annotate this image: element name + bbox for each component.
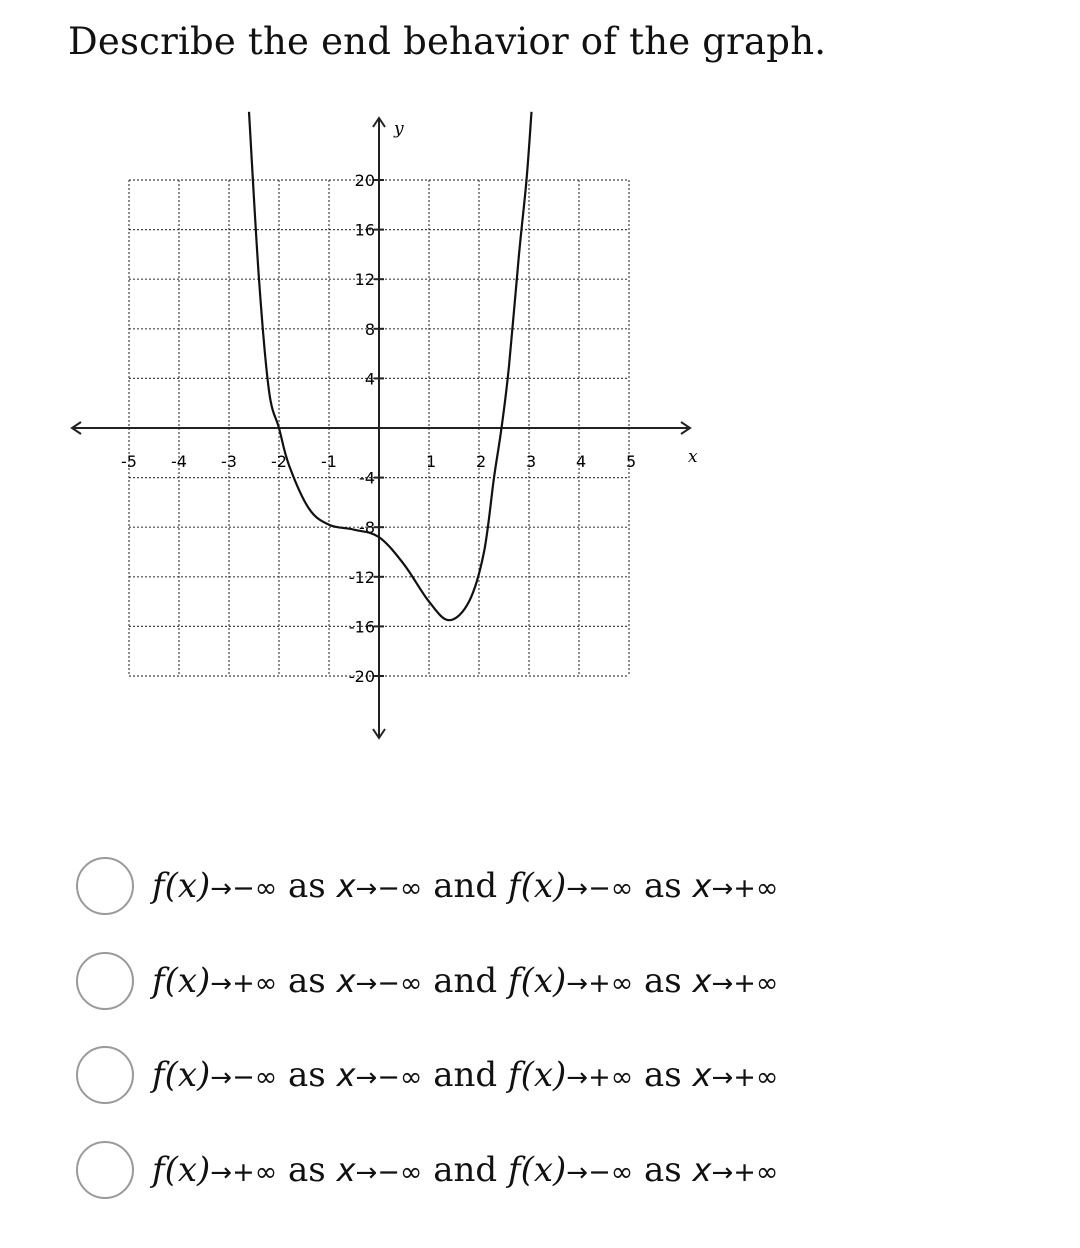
option-part: → [711,969,734,999]
option-part: → [711,874,734,904]
option-part: +∞ [232,1157,278,1188]
radio-button[interactable] [76,857,134,915]
option-part: f(x) [507,1150,567,1190]
option-part: → [210,874,233,904]
option-part: → [355,1158,378,1188]
x-tick-label: 4 [576,452,587,471]
y-tick-label: -16 [348,617,375,637]
option-part: f(x) [507,866,567,906]
x-tick-label: -4 [171,452,187,471]
y-tick-label: -12 [348,567,375,587]
option-part: x [692,1056,712,1094]
option-part: as [288,1055,326,1095]
option-part: x [336,1151,356,1189]
x-tick-label: -2 [271,452,287,471]
option-part: +∞ [733,968,779,999]
option-part: and [433,866,498,906]
answer-option-2[interactable] [76,950,996,1012]
option-part: x [692,1151,712,1189]
option-part: → [355,969,378,999]
option-part: −∞ [588,1157,634,1188]
function-curve [249,112,532,620]
option-part: f(x) [152,1150,211,1190]
option-part: → [210,1158,233,1188]
answer-option-3[interactable] [76,1044,996,1106]
x-tick-label: 3 [526,452,537,471]
option-part: as [644,866,682,906]
y-axis-label: y [394,119,404,139]
option-part: −∞ [588,873,634,904]
option-part: +∞ [232,968,278,999]
option-part: → [566,874,589,904]
option-part: → [355,1063,378,1093]
y-tick-label: 12 [354,270,375,290]
x-axis-label: x [688,447,698,467]
option-part: → [210,1063,233,1093]
x-tick-label: -1 [321,452,337,471]
question-text: Describe the end behavior of the graph. [68,20,827,63]
radio-button[interactable] [76,952,134,1010]
y-tick-label: 16 [354,220,375,240]
x-tick-label: 2 [476,452,487,471]
option-part: → [566,969,589,999]
option-part: x [692,867,712,905]
option-part: as [288,1150,326,1190]
option-part: as [644,961,682,1001]
option-part: +∞ [588,968,634,999]
option-part: as [644,1150,682,1190]
radio-button[interactable] [76,1046,134,1104]
option-part: as [644,1055,682,1095]
option-part: −∞ [377,1062,423,1093]
option-part: → [711,1158,734,1188]
option-part: +∞ [733,1062,779,1093]
option-part: → [711,1063,734,1093]
option-part: as [288,866,326,906]
option-part: f(x) [507,1055,567,1095]
option-part: → [566,1063,589,1093]
option-part: x [336,962,356,1000]
y-tick-label: 8 [364,319,375,339]
option-part: −∞ [377,873,423,904]
y-tick-label: -20 [348,667,375,686]
option-part: −∞ [232,873,278,904]
option-part: f(x) [507,961,567,1001]
y-tick-label: -4 [359,468,375,488]
option-part: f(x) [152,961,211,1001]
option-label[interactable] [152,1055,778,1095]
option-label[interactable] [152,1150,778,1190]
option-part: and [433,1150,498,1190]
x-tick-label: 5 [626,452,637,471]
option-part: x [336,1056,356,1094]
x-tick-label: -3 [221,452,237,471]
option-part: f(x) [152,1055,211,1095]
option-part: as [288,961,326,1001]
option-label[interactable] [152,961,778,1001]
option-part: +∞ [733,873,779,904]
option-part: → [355,874,378,904]
y-tick-label: -8 [359,518,375,538]
option-part: +∞ [588,1062,634,1093]
option-part: → [210,969,233,999]
option-part: −∞ [377,968,423,999]
radio-button[interactable] [76,1141,134,1199]
option-part: −∞ [232,1062,278,1093]
graph-axes [72,118,690,738]
x-tick-label: -5 [121,452,137,471]
option-part: −∞ [377,1157,423,1188]
answer-option-1[interactable] [76,855,996,917]
option-part: → [566,1158,589,1188]
option-part: x [692,962,712,1000]
option-part: and [433,961,498,1001]
option-part: and [433,1055,498,1095]
option-part: f(x) [152,866,211,906]
y-tick-label: 20 [354,171,375,190]
y-tick-label: 4 [364,369,375,389]
option-label[interactable] [152,866,778,906]
option-part: +∞ [733,1157,779,1188]
answer-option-4[interactable] [76,1139,996,1201]
option-part: x [336,867,356,905]
x-tick-label: 1 [426,452,437,471]
